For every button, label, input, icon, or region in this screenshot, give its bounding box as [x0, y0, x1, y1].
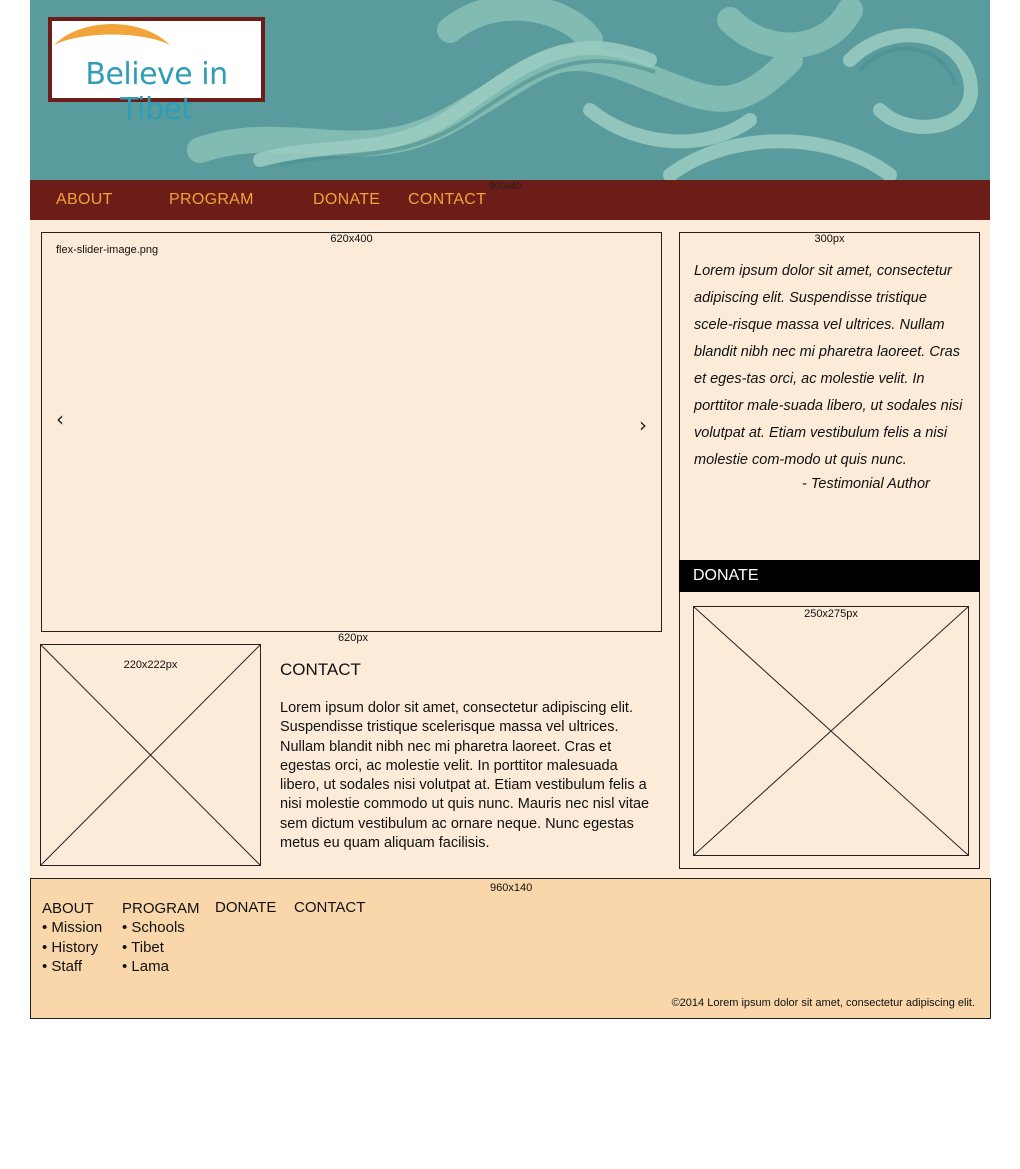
image-slider[interactable] — [41, 232, 662, 632]
placeholder-cross-icon — [694, 607, 968, 855]
footer-dimension-note: 960x140 — [490, 882, 533, 894]
footer-link-program[interactable]: PROGRAM — [122, 900, 200, 917]
footer-link-tibet[interactable]: • Tibet — [122, 938, 164, 956]
logo-text: Believe in Tibet — [85, 57, 228, 127]
donate-image-dimension-note: 250x275px — [804, 608, 858, 620]
logo[interactable] — [48, 17, 265, 127]
footer-link-staff[interactable]: • Staff — [42, 957, 82, 975]
nav-item-program[interactable]: PROGRAM — [169, 191, 254, 208]
testimonial-author: - Testimonial Author — [802, 476, 930, 492]
footer-link-contact[interactable]: CONTACT — [294, 899, 366, 916]
footer-link-history[interactable]: • History — [42, 938, 99, 956]
footer-link-about[interactable]: ABOUT — [42, 900, 94, 917]
donate-header[interactable] — [679, 560, 980, 592]
header-banner — [30, 0, 990, 180]
footer-link-mission[interactable]: • Mission — [42, 919, 103, 937]
nav-item-about[interactable]: ABOUT — [56, 191, 113, 208]
donate-title: DONATE — [693, 567, 759, 584]
donate-image-placeholder[interactable] — [693, 606, 969, 856]
nav-dimension-note: 960x40 — [489, 181, 522, 192]
footer-column-donate — [215, 898, 276, 917]
footer-column-contact — [294, 898, 365, 917]
placeholder-cross-icon — [41, 645, 260, 865]
footer-column-about — [42, 899, 102, 976]
footer-column-program — [122, 899, 200, 976]
testimonial-panel — [679, 232, 980, 560]
main-nav — [30, 180, 990, 220]
footer-link-schools[interactable]: • Schools — [122, 919, 185, 937]
footer — [30, 878, 991, 1019]
slider-filename: flex-slider-image.png — [56, 244, 159, 256]
slider-prev-arrow-icon[interactable]: ‹ — [56, 407, 64, 431]
contact-text: Lorem ipsum dolor sit amet, consectetur adipiscing elit. Suspendisse tristique scelerisque massa vel ultrices. Nullam blandit nibh nec mi pharetra laoreet. Cras et egestas orci, ac molestie velit. In porttitor malesuada libero, ut sodales nisi volutpat at. Etiam vestibulum felis a nisi molestie commodo ut quis nunc. Mauris nec nisl vitae sem dictum vestibulum ac ornare neque. Nunc egestas metus eu quam aliquam facilisis. — [280, 700, 650, 852]
copyright-text: ©2014 Lorem ipsum dolor sit amet, consectetur adipiscing elit. — [671, 997, 975, 1009]
contact-title: CONTACT — [280, 660, 361, 679]
slider-width-note: 620px — [338, 632, 368, 644]
nav-item-contact[interactable]: CONTACT — [408, 191, 487, 208]
logo-arc-icon — [52, 21, 172, 47]
donate-panel — [679, 592, 980, 869]
contact-image-dimension-note: 220x222px — [123, 659, 178, 671]
testimonial-quote: Lorem ipsum dolor sit amet, consectetur adipiscing elit. Suspendisse tristique scele-risque massa vel ultrices. Nullam blandit nibh nec mi pharetra laoreet. Cras et eges-tas orci, ac molestie velit. In porttitor male-suada libero, ut sodales nisi volutpat at. Etiam vestibulum felis a nisi molestie com-modo ut quis nunc. — [694, 263, 963, 468]
main-content — [30, 220, 990, 878]
slider-next-arrow-icon[interactable]: › — [639, 413, 647, 437]
nav-item-donate[interactable]: DONATE — [313, 191, 381, 208]
slider-dimension-note: 620x400 — [330, 233, 373, 245]
sidebar-dimension-note: 300px — [814, 233, 845, 245]
footer-link-lama[interactable]: • Lama — [122, 957, 169, 975]
contact-image-placeholder[interactable] — [40, 644, 261, 866]
footer-link-donate[interactable]: DONATE — [215, 899, 277, 916]
